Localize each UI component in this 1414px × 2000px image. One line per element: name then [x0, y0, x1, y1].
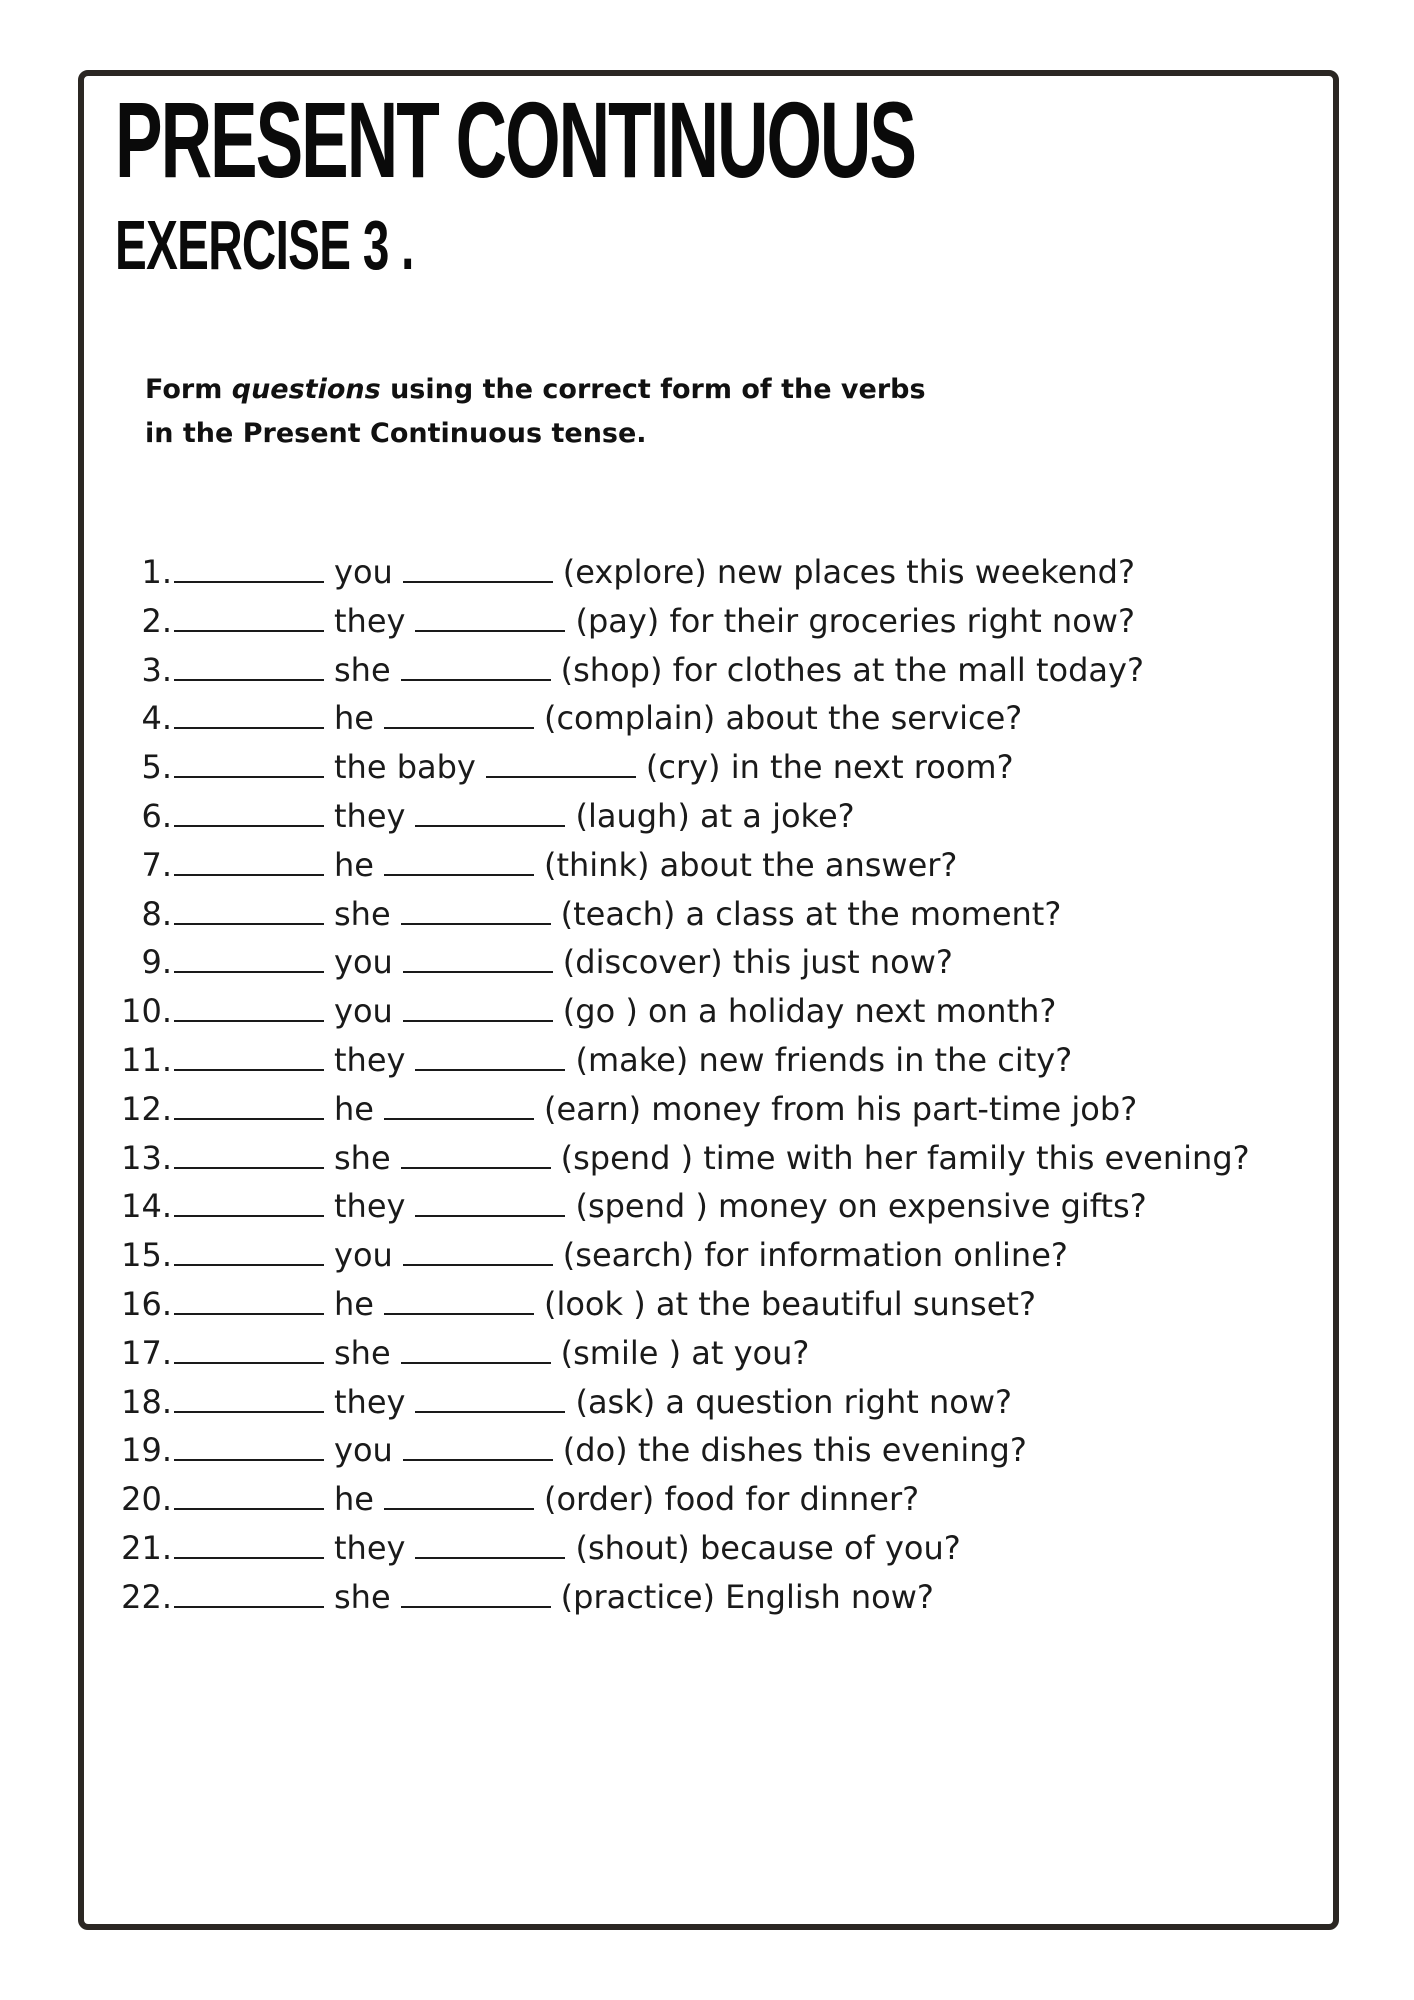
exercise-number: 20.	[121, 1480, 172, 1519]
exercise-item	[100, 987, 1250, 1036]
exercise-subject: they	[334, 1040, 406, 1079]
answer-blank-auxiliary[interactable]	[174, 604, 324, 632]
exercise-item	[100, 1329, 1250, 1378]
answer-blank-auxiliary[interactable]	[174, 1238, 324, 1266]
exercise-prompt: (spend ) time with her family this evening?	[560, 1138, 1250, 1177]
exercise-prompt: (think) about the answer?	[543, 845, 958, 884]
exercise-item	[100, 1231, 1250, 1280]
exercise-item	[100, 1134, 1250, 1183]
exercise-prompt: (shop) for clothes at the mall today?	[560, 650, 1144, 689]
exercise-number: 8.	[141, 894, 172, 933]
exercise-item	[100, 1426, 1250, 1475]
answer-blank-verb[interactable]	[415, 1385, 565, 1413]
exercise-prompt: (cry) in the next room?	[645, 748, 1014, 787]
exercise-prompt: (smile ) at you?	[560, 1333, 810, 1372]
instructions-line2: in the Present Continuous tense.	[145, 418, 647, 449]
answer-blank-auxiliary[interactable]	[174, 1433, 324, 1461]
exercise-prompt: (shout) because of you?	[575, 1528, 961, 1567]
exercise-prompt: (laugh) at a joke?	[575, 796, 855, 835]
exercise-number: 3.	[141, 650, 172, 689]
answer-blank-verb[interactable]	[403, 1238, 553, 1266]
exercise-item	[100, 890, 1250, 939]
exercise-number: 7.	[141, 845, 172, 884]
exercise-subject: you	[334, 553, 393, 591]
answer-blank-verb[interactable]	[403, 945, 553, 973]
exercise-item	[100, 548, 1250, 597]
exercise-number: 2.	[141, 601, 172, 640]
answer-blank-verb[interactable]	[384, 848, 534, 876]
exercise-subject: she	[334, 1577, 391, 1616]
exercise-item	[100, 1036, 1250, 1085]
answer-blank-auxiliary[interactable]	[174, 897, 324, 925]
instructions-emphasis: questions	[231, 374, 381, 405]
exercise-subject: you	[334, 1236, 393, 1275]
answer-blank-auxiliary[interactable]	[174, 1043, 324, 1071]
answer-blank-verb[interactable]	[384, 701, 534, 729]
exercise-subject: he	[334, 1284, 374, 1323]
exercise-prompt: (do) the dishes this evening?	[562, 1431, 1027, 1470]
answer-blank-auxiliary[interactable]	[174, 653, 324, 681]
answer-blank-auxiliary[interactable]	[174, 701, 324, 729]
exercise-subject: they	[334, 1382, 406, 1421]
exercise-subject: they	[334, 1187, 406, 1226]
exercise-prompt: (explore) new places this weekend?	[562, 553, 1135, 591]
page-title: PRESENT CONTINUOUS	[115, 79, 915, 200]
answer-blank-auxiliary[interactable]	[174, 750, 324, 778]
exercise-prompt: (order) food for dinner?	[543, 1480, 920, 1519]
exercise-subject: she	[334, 1333, 391, 1372]
exercise-item	[100, 1182, 1250, 1231]
exercise-subject: you	[334, 992, 393, 1031]
exercise-subject: you	[334, 1431, 393, 1470]
exercise-number: 1.	[141, 553, 172, 591]
exercise-subject: he	[334, 1089, 374, 1128]
exercise-number: 6.	[141, 796, 172, 835]
answer-blank-auxiliary[interactable]	[174, 848, 324, 876]
answer-blank-verb[interactable]	[486, 750, 636, 778]
answer-blank-verb[interactable]	[384, 1482, 534, 1510]
answer-blank-auxiliary[interactable]	[174, 945, 324, 973]
exercise-prompt: (search) for information online?	[562, 1236, 1068, 1275]
answer-blank-auxiliary[interactable]	[174, 1287, 324, 1315]
exercise-subject: she	[334, 650, 391, 689]
exercise-item	[100, 1085, 1250, 1134]
exercise-number: 15.	[121, 1236, 172, 1275]
exercise-item	[100, 938, 1250, 987]
exercise-item	[100, 694, 1250, 743]
exercise-prompt: (look ) at the beautiful sunset?	[543, 1284, 1036, 1323]
exercise-prompt: (discover) this just now?	[562, 943, 953, 982]
exercise-prompt: (pay) for their groceries right now?	[575, 601, 1135, 640]
instructions-part1: Form	[145, 374, 232, 405]
exercise-prompt: (teach) a class at the moment?	[560, 894, 1062, 933]
answer-blank-auxiliary[interactable]	[174, 1336, 324, 1364]
exercise-subject: they	[334, 796, 406, 835]
answer-blank-auxiliary[interactable]	[174, 1189, 324, 1217]
exercise-prompt: (earn) money from his part-time job?	[543, 1089, 1138, 1128]
exercise-item	[100, 1475, 1250, 1524]
exercise-subject: she	[334, 1138, 391, 1177]
exercise-item	[100, 597, 1250, 646]
answer-blank-auxiliary[interactable]	[174, 1531, 324, 1559]
answer-blank-verb[interactable]	[415, 1531, 565, 1559]
answer-blank-verb[interactable]	[415, 1043, 565, 1071]
exercise-number: 14.	[121, 1187, 172, 1226]
exercise-subject: the baby	[334, 748, 476, 787]
answer-blank-verb[interactable]	[415, 799, 565, 827]
answer-blank-auxiliary[interactable]	[174, 1580, 324, 1608]
exercise-item	[100, 743, 1250, 792]
answer-blank-verb[interactable]	[415, 604, 565, 632]
exercise-number: 12.	[121, 1089, 172, 1128]
exercise-prompt: (ask) a question right now?	[575, 1382, 1012, 1421]
exercise-item	[100, 841, 1250, 890]
exercise-item	[100, 646, 1250, 695]
exercise-item	[100, 792, 1250, 841]
exercise-number: 16.	[121, 1284, 172, 1323]
instructions-part2: using the correct form of the verbs	[380, 374, 926, 405]
answer-blank-verb[interactable]	[401, 897, 551, 925]
answer-blank-verb[interactable]	[401, 1141, 551, 1169]
answer-blank-auxiliary[interactable]	[174, 1385, 324, 1413]
answer-blank-verb[interactable]	[415, 1189, 565, 1217]
exercise-number: 4.	[141, 699, 172, 738]
exercise-subject: he	[334, 699, 374, 738]
exercise-prompt: (make) new friends in the city?	[575, 1040, 1073, 1079]
exercise-item	[100, 1280, 1250, 1329]
answer-blank-verb[interactable]	[401, 653, 551, 681]
answer-blank-verb[interactable]	[401, 1580, 551, 1608]
exercise-item	[100, 1378, 1250, 1427]
exercise-number: 21.	[121, 1528, 172, 1567]
answer-blank-auxiliary[interactable]	[174, 799, 324, 827]
exercise-number: 9.	[141, 943, 172, 982]
exercise-prompt: (spend ) money on expensive gifts?	[575, 1187, 1147, 1226]
answer-blank-auxiliary[interactable]	[174, 994, 324, 1022]
exercise-subject: she	[334, 894, 391, 933]
answer-blank-auxiliary[interactable]	[174, 1482, 324, 1510]
exercise-item	[100, 1524, 1250, 1573]
answer-blank-auxiliary[interactable]	[174, 1141, 324, 1169]
exercise-number: 22.	[121, 1577, 172, 1616]
answer-blank-verb[interactable]	[401, 1336, 551, 1364]
exercise-prompt: (complain) about the service?	[543, 699, 1023, 738]
exercise-subject: they	[334, 601, 406, 640]
answer-blank-verb[interactable]	[403, 1433, 553, 1461]
answer-blank-verb[interactable]	[403, 555, 553, 583]
exercise-number: 18.	[121, 1382, 172, 1421]
exercise-number: 13.	[121, 1138, 172, 1177]
answer-blank-verb[interactable]	[384, 1287, 534, 1315]
exercise-number: 10.	[121, 992, 172, 1031]
exercise-number: 11.	[121, 1040, 172, 1079]
exercise-number: 19.	[121, 1431, 172, 1470]
answer-blank-auxiliary[interactable]	[174, 555, 324, 583]
answer-blank-verb[interactable]	[384, 1092, 534, 1120]
exercise-prompt: (practice) English now?	[560, 1577, 934, 1616]
exercise-list	[100, 548, 1250, 1622]
exercise-heading: EXERCISE 3 .	[115, 206, 414, 284]
exercise-item	[100, 1573, 1250, 1622]
exercise-subject: they	[334, 1528, 406, 1567]
exercise-number: 17.	[121, 1333, 172, 1372]
instructions	[145, 368, 965, 456]
exercise-subject: he	[334, 845, 374, 884]
answer-blank-verb[interactable]	[403, 994, 553, 1022]
exercise-subject: you	[334, 943, 393, 982]
exercise-prompt: (go ) on a holiday next month?	[562, 992, 1057, 1031]
answer-blank-auxiliary[interactable]	[174, 1092, 324, 1120]
exercise-number: 5.	[141, 748, 172, 787]
exercise-subject: he	[334, 1480, 374, 1519]
